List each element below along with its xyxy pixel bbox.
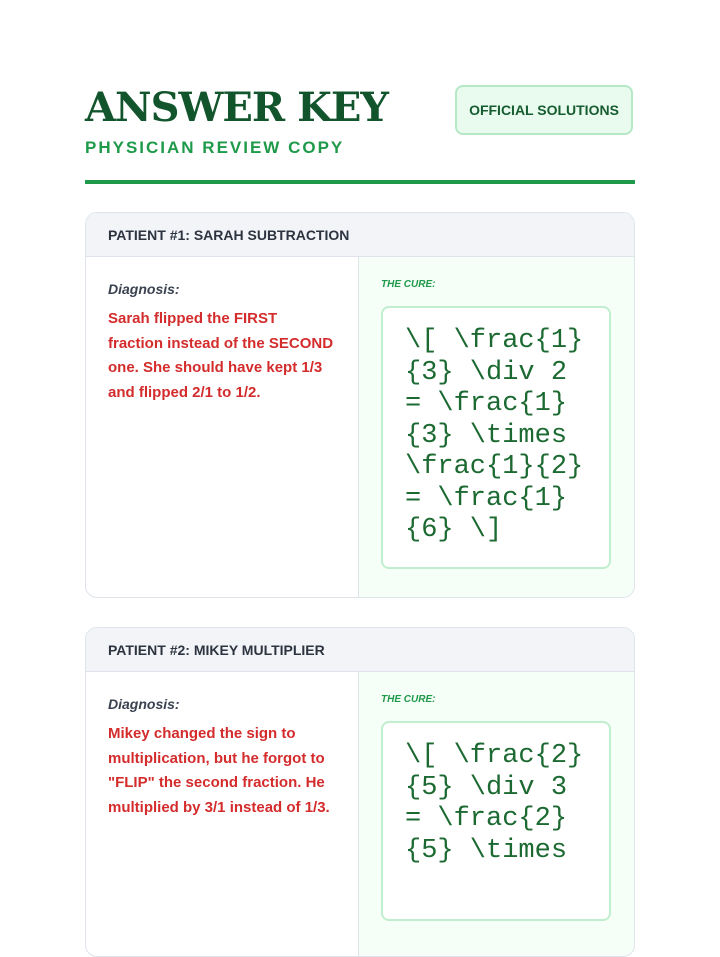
- cure-formula: \[ \frac{2}{5} \div 3 = \frac{2}{5} \times: [381, 721, 611, 921]
- page-title: ANSWER KEY: [85, 84, 388, 131]
- cure-section: [359, 257, 634, 597]
- diagnosis-section: [86, 257, 359, 597]
- diagnosis-label: Diagnosis:: [108, 696, 180, 712]
- page-subtitle: PHYSICIAN REVIEW COPY: [85, 138, 345, 157]
- cure-label: THE CURE:: [381, 694, 436, 705]
- cure-label: THE CURE:: [381, 279, 436, 290]
- diagnosis-text: Mikey changed the sign to multiplication, but he forgot to "FLIP" the second fraction. He multiplied by 3/1 instead of 1/3.: [108, 725, 330, 817]
- header-divider: [85, 180, 635, 184]
- patient-card-2: [85, 627, 635, 957]
- diagnosis-text: Sarah flipped the FIRST fraction instead of the SECOND one. She should have kept 1/3 and flipped 2/1 to 1/2.: [108, 310, 334, 402]
- patient-card-1: [85, 212, 635, 598]
- patient-heading: PATIENT #2: MIKEY MULTIPLIER: [86, 628, 634, 672]
- official-solutions-badge: OFFICIAL SOLUTIONS: [455, 85, 633, 135]
- diagnosis-label: Diagnosis:: [108, 281, 180, 297]
- diagnosis-section: [86, 672, 359, 956]
- cure-formula: \[ \frac{1}{3} \div 2 = \frac{1}{3} \times \frac{1}{2} = \frac{1}{6} \]: [381, 306, 611, 569]
- patient-heading: PATIENT #1: SARAH SUBTRACTION: [86, 213, 634, 257]
- cure-section: [359, 672, 634, 956]
